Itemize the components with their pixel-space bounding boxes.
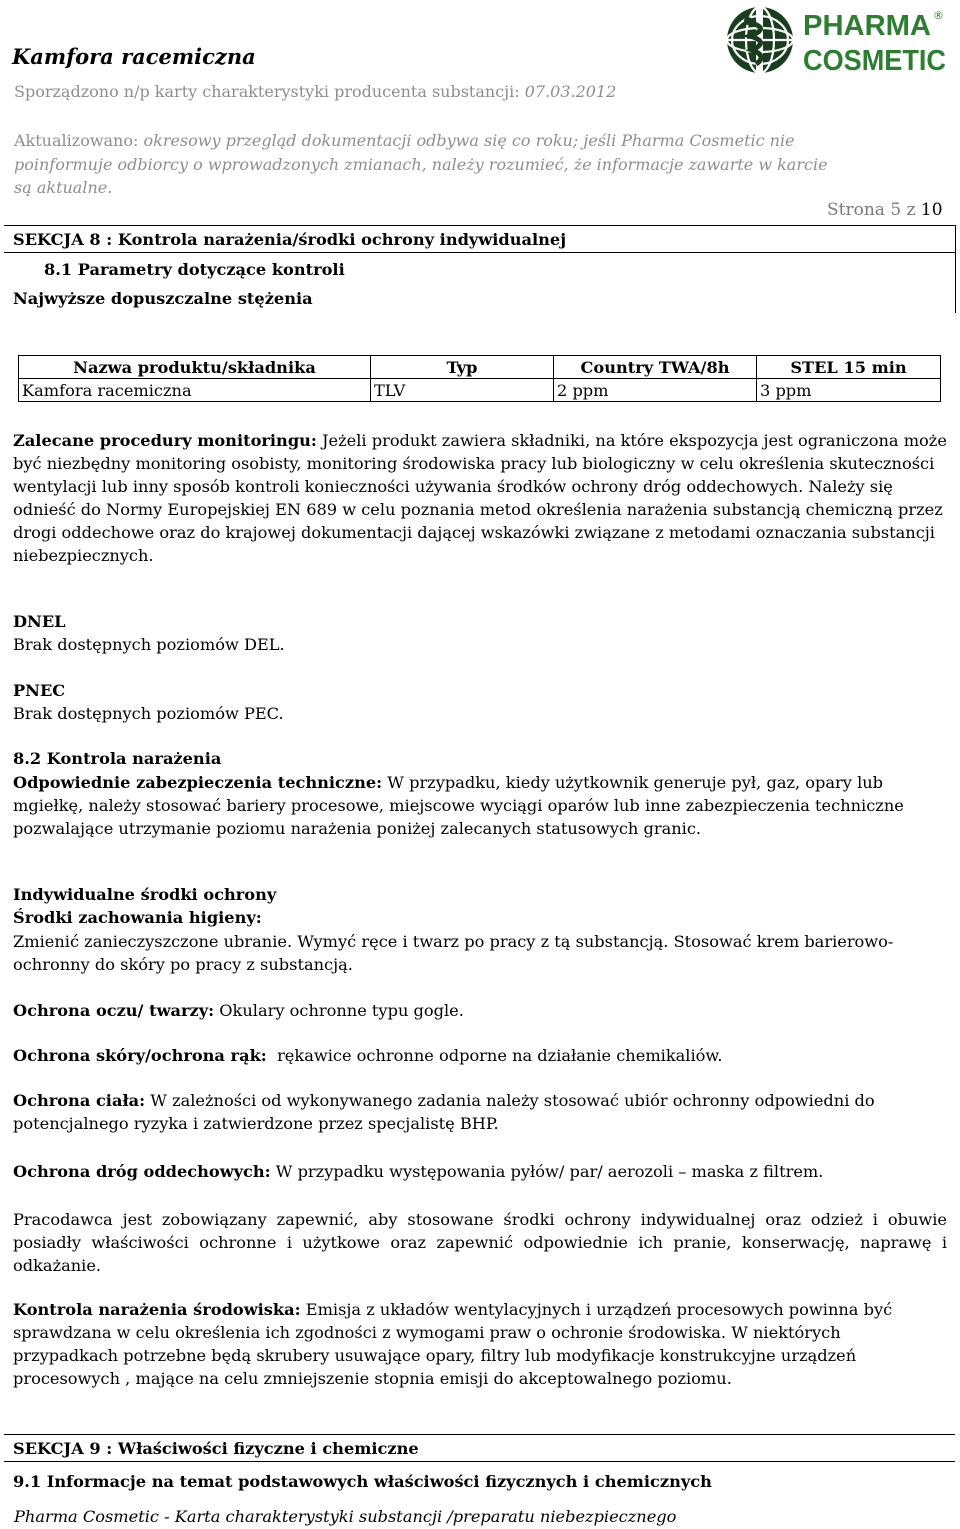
update-rest: okresowy przegląd dokumentacji odbywa się co roku; jeśli Pharma Cosmetic nie [143, 131, 795, 150]
section-9-header [4, 1434, 955, 1462]
subsection-8-2: 8.2 Kontrola narażenia [13, 749, 222, 768]
prepared-line [14, 82, 616, 101]
table-cell: TLV [371, 379, 554, 402]
monitoring-paragraph [13, 429, 947, 567]
hands-label: Ochrona skóry/ochrona rąk: [13, 1046, 267, 1065]
logo-text-bottom: COSMETIC [803, 45, 947, 77]
eyes-text: Okulary ochronne typu gogle. [214, 1001, 464, 1020]
monitoring-label: Zalecane procedury monitoringu: [13, 431, 317, 450]
update-line-1 [14, 131, 795, 150]
section-border [955, 251, 956, 313]
hands-text: rękawice ochronne odporne na działanie chemikaliów. [266, 1046, 723, 1065]
monitoring-text: Jeżeli produkt zawiera składniki, na które ekspozycja jest ograniczona może być niezbędny monitoring osobisty, monitoring środowiska pracy lub biologiczny w celu określenia skuteczności wentylacji lub inny sposób kontroli konieczności używania środków ochrony dróg oddechowych. Należy się odnieść do Normy Europejskiej EN 689 w celu poznania metod określenia narażenia substancją chemiczną przez drogi oddechowe oraz do krajowej dokumentacji dającej wskazówki związane z metodami oznaczania substancji niebezpiecznych. [13, 431, 947, 565]
dnel-text: Brak dostępnych poziomów DEL. [13, 635, 285, 654]
page-footer: Pharma Cosmetic - Karta charakterystyki substancji /preparatu niebezpiecznego [14, 1507, 677, 1526]
technical-text: W przypadku, kiedy użytkownik generuje pył, gaz, opary lub mgiełkę, należy stosować bariery procesowe, miejscowe wyciągi oparów lub inne zabezpieczenia techniczne pozwalające utrzymanie poziomu narażenia poniżej zalecanych statusowych granic. [13, 773, 904, 838]
page-label: Strona 5 z [827, 200, 916, 220]
employer-paragraph: Pracodawca jest zobowiązany zapewnić, aby stosowane środki ochrony indywidualnej oraz odzież i obuwie posiadły właściwości ochronne i użytkowe oraz zapewnić odpowiednie ich pranie, konserwację, naprawę i odkażanie. [13, 1210, 947, 1275]
pnec-text: Brak dostępnych poziomów PEC. [13, 704, 284, 723]
table-row [19, 379, 941, 402]
pharma-cosmetic-logo [724, 2, 956, 78]
pnec-heading: PNEC [13, 681, 66, 700]
table-header: Typ [371, 356, 554, 379]
table-header: STEL 15 min [757, 356, 941, 379]
section-8-title: SEKCJA 8 : Kontrola narażenia/środki ochrony indywidualnej [13, 230, 567, 249]
respiratory-label: Ochrona dróg oddechowych: [13, 1162, 271, 1181]
table-cell: 2 ppm [554, 379, 757, 402]
table-header: Country TWA/8h [554, 356, 757, 379]
page-number [827, 200, 943, 220]
nds-heading: Najwyższe dopuszczalne stężenia [13, 289, 313, 308]
eyes-paragraph [13, 999, 947, 1022]
technical-paragraph [13, 771, 947, 840]
logo-registered: ® [933, 9, 944, 22]
body-paragraph [13, 1089, 947, 1135]
body-text: W zależności od wykonywanego zadania należy stosować ubiór ochronny odpowiedni do potencjalnego ryzyka i zatwierdzone przez specjalistę BHP. [13, 1091, 875, 1133]
respiratory-paragraph [13, 1160, 947, 1183]
individual-heading: Indywidualne środki ochrony [13, 885, 277, 904]
environment-label: Kontrola narażenia środowiska: [13, 1300, 301, 1319]
update-line-3: są aktualne. [14, 178, 113, 197]
page-total: 10 [920, 200, 943, 220]
respiratory-text: W przypadku występowania pyłów/ par/ aerozoli – maska z filtrem. [270, 1162, 824, 1181]
prepared-prefix: Sporządzono n/p karty charakterystyki producenta substancji: [14, 82, 520, 101]
dnel-heading: DNEL [13, 612, 66, 631]
hands-paragraph [13, 1044, 947, 1067]
hygiene-text: Zmienić zanieczyszczone ubranie. Wymyć ręce i twarz po pracy z tą substancją. Stosować krem barierowo- ochronny do skóry po pracy z substancją. [13, 932, 894, 974]
prepared-date: 07.03.2012 [524, 82, 617, 101]
eyes-label: Ochrona oczu/ twarzy: [13, 1001, 215, 1020]
environment-text: Emisja z układów wentylacyjnych i urządzeń procesowych powinna być sprawdzana w celu określenia ich zgodności z wymogami praw o ochronie środowiska. W niektórych przypadkach potrzebne będą skrubery usuwające opary, filtry lub modyfikacje konstrukcyjne urządzeń procesowych , mające na celu zmniejszenie stopnia emisji do akceptowalnego poziomu. [13, 1300, 893, 1388]
subsection-9-1: 9.1 Informacje na temat podstawowych właściwości fizycznych i chemicznych [13, 1472, 712, 1491]
update-prefix: Aktualizowano: [14, 131, 139, 150]
logo-text-top: PHARMA [803, 10, 932, 42]
table-cell: Kamfora racemiczna [19, 379, 371, 402]
exposure-limits-table [18, 355, 941, 402]
technical-label: Odpowiednie zabezpieczenia techniczne: [13, 773, 383, 792]
table-header-row [19, 356, 941, 379]
subsection-8-1: 8.1 Parametry dotyczące kontroli [44, 260, 345, 279]
section-8-header [4, 225, 956, 253]
table-header: Nazwa produktu/składnika [19, 356, 371, 379]
body-label: Ochrona ciała: [13, 1091, 146, 1110]
table-cell: 3 ppm [757, 379, 941, 402]
section-9-title: SEKCJA 9 : Właściwości fizyczne i chemiczne [13, 1439, 419, 1458]
environment-paragraph [13, 1298, 947, 1390]
update-line-2: poinformuje odbiorcy o wprowadzonych zmianach, należy rozumieć, że informacje zawarte w karcie [14, 155, 828, 174]
hygiene-heading: Środki zachowania higieny: [13, 908, 262, 927]
document-title: Kamfora racemiczna [12, 44, 256, 69]
